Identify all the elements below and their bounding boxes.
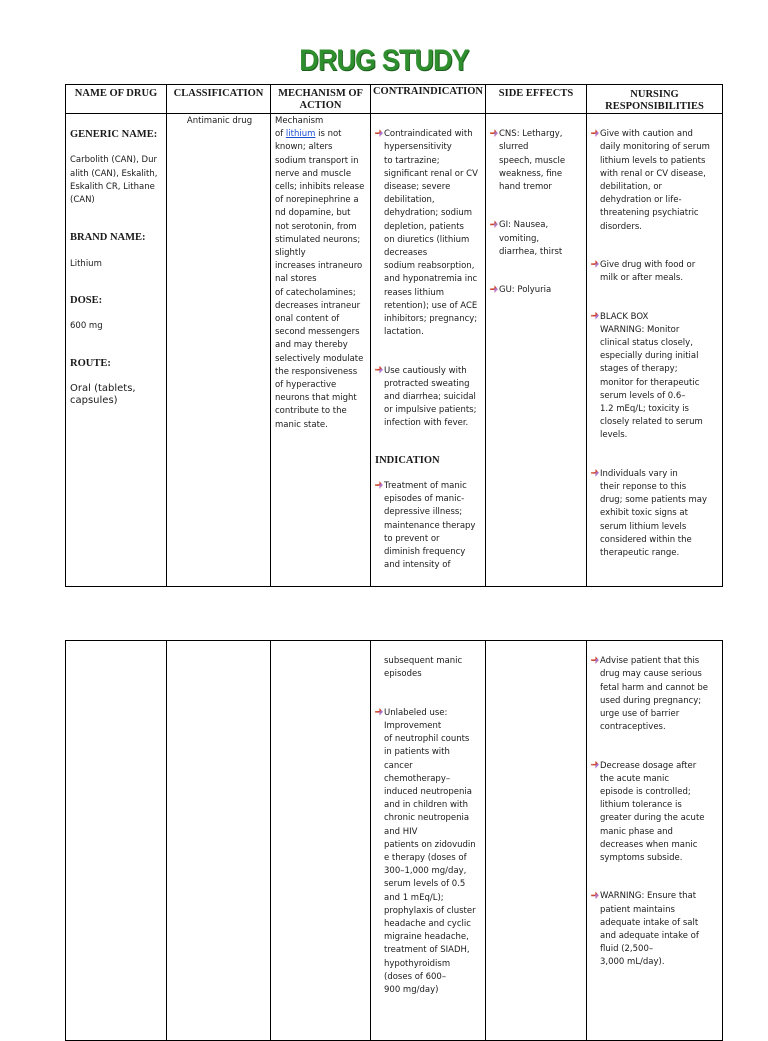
side-effect-text: CNS: Lethargy, slurred speech, muscle weakness, fine hand tremor (499, 129, 566, 193)
side-effect-item (490, 284, 584, 297)
header-mechanism: MECHANISM OF ACTION (271, 85, 371, 114)
name-of-drug-cell (66, 641, 167, 1041)
arrow-bullet-icon (591, 891, 599, 899)
arrow-bullet-icon (591, 260, 599, 268)
mechanism-text-rest: is not known; alters sodium transport in nerve and muscle cells; inhibits release of norepinephrine a nd dopamine, but not serotonin, from stimulated neurons; slightly increases intraneuro nal stores of catecholamines; decreases intraneur onal content of second messengers and may thereby selectively modulate the responsiveness of hyperactive neurons that might contribute to the manic state. (275, 129, 365, 430)
arrow-bullet-icon (490, 220, 498, 228)
indication-item (375, 480, 483, 572)
classification-value: Antimanic drug (186, 116, 253, 126)
nursing-item (591, 890, 720, 969)
header-classification: CLASSIFICATION (167, 85, 271, 114)
side-effects-cell (486, 114, 587, 587)
brand-name-label: BRAND NAME: (70, 232, 146, 244)
arrow-bullet-icon (375, 481, 383, 489)
header-nursing: NURSING RESPONSIBILITIES (587, 85, 723, 114)
page-title: DRUG STUDY (299, 44, 469, 77)
route-label: ROUTE: (70, 357, 111, 369)
dose-label: DOSE: (70, 295, 103, 307)
brand-name-value: Lithium (70, 258, 102, 269)
mechanism-text (271, 114, 370, 432)
arrow-bullet-icon (375, 708, 383, 716)
classification-cell (167, 641, 271, 1041)
nursing-item (591, 760, 720, 866)
nursing-item (591, 311, 720, 443)
dose-value: 600 mg (70, 321, 103, 332)
side-effect-item (490, 219, 584, 259)
header-side-effects: SIDE EFFECTS (486, 85, 587, 114)
classification-cell (167, 114, 271, 587)
indication-text: Treatment of manic episodes of manic- depressive illness; maintenance therapy to prevent or diminish frequency and intensity of (384, 481, 476, 571)
nursing-text: Individuals vary in their reponse to this drug; some patients may exhibit toxic signs at serum lithium levels considered within the therapeutic range. (600, 468, 707, 559)
side-effects-cell (486, 641, 587, 1041)
nursing-text: Decrease dosage after the acute manic episode is controlled; lithium tolerance is greater during the acute manic phase and decreases when manic symptoms subside. (600, 760, 705, 864)
side-effect-item (490, 128, 584, 194)
mechanism-cell (271, 641, 371, 1041)
arrow-bullet-icon (375, 366, 383, 374)
arrow-bullet-icon (591, 469, 599, 477)
nursing-item (591, 655, 720, 734)
nursing-item (591, 128, 720, 234)
contraindication-item (375, 365, 483, 431)
nursing-cell (587, 114, 723, 587)
name-of-drug-cell (66, 114, 167, 587)
nursing-text: Give with caution and daily monitoring of serum lithium levels to patients with renal or CV disease, debilitation, or dehydration or life- threatening psychiatric disorders. (600, 129, 710, 232)
lithium-link[interactable]: lithium (285, 129, 316, 140)
arrow-bullet-icon (591, 129, 599, 137)
contraindication-item (375, 128, 483, 339)
arrow-bullet-icon (490, 129, 498, 137)
route-value: Oral (tablets, capsules) (70, 382, 136, 406)
arrow-bullet-icon (375, 129, 383, 137)
mechanism-cell (271, 114, 371, 587)
indication-label: INDICATION (375, 454, 440, 466)
contraindication-cell (371, 641, 486, 1041)
header-contraindication: CONTRAINDICATION (371, 85, 486, 114)
contraindication-text: Contraindicated with hypersensitivity to tartrazine; significant renal or CV disease; severe debilitation, dehydration; sodium depletion, patients on diuretics (lithium decreases sodium reabsorption, and hyponatremia inc reases lithium retention); use of ACE inhibitors; pregnancy; lactation. (384, 129, 478, 338)
nursing-item (591, 259, 720, 285)
side-effect-text: GU: Polyuria (499, 285, 552, 296)
header-name-of-drug: NAME OF DRUG (66, 85, 167, 114)
arrow-bullet-icon (591, 656, 599, 664)
mechanism-text-start: Mechanism of (275, 116, 324, 140)
nursing-item (591, 468, 720, 560)
arrow-bullet-icon (591, 312, 599, 320)
nursing-text: Advise patient that this drug may cause serious fetal harm and cannot be used during pregnancy; urge use of barrier contraceptives. (600, 656, 708, 733)
contraindication-text: Use cautiously with protracted sweating and diarrhea; suicidal or impulsive patients; infection with fever. (384, 365, 477, 429)
nursing-text: BLACK BOX WARNING: Monitor clinical status closely, especially during initial stages of therapy; monitor for therapeutic serum levels of 0.6– 1.2 mEq/L; toxicity is closely related to serum levels. (600, 311, 703, 441)
contraindication-cell (371, 114, 486, 587)
generic-name-label: GENERIC NAME: (70, 129, 158, 141)
unlabeled-use-text: Unlabeled use: Improvement of neutrophil counts in patients with cancer chemotherapy– induced neutropenia and in children with chronic neutropenia and HIV patients on zidovudin e therapy (doses of 300–1,000 mg/day, serum levels of 0.5 and 1 mEq/L); prophylaxis of cluster headache and cyclic migraine headache, treatment of SIADH, hypothyroidism (doses of 600– 900 mg/day) (384, 707, 476, 996)
side-effect-text: GI: Nausea, vomiting, diarrhea, thirst (499, 220, 563, 257)
drug-study-table-continued (65, 640, 723, 1041)
generic-name-value: Carbolith (CAN), Dur alith (CAN), Eskalith, Eskalith CR, Lithane (CAN) (70, 155, 158, 206)
drug-study-table (65, 84, 723, 587)
indication-continued: subsequent manic episodes (384, 656, 463, 680)
arrow-bullet-icon (490, 285, 498, 293)
nursing-text: WARNING: Ensure that patient maintains adequate intake of salt and adequate intake of fluid (2,500– 3,000 mL/day). (600, 891, 699, 968)
nursing-text: Give drug with food or milk or after meals. (600, 260, 696, 284)
arrow-bullet-icon (591, 761, 599, 769)
nursing-cell (587, 641, 723, 1041)
unlabeled-use-item (375, 707, 483, 997)
